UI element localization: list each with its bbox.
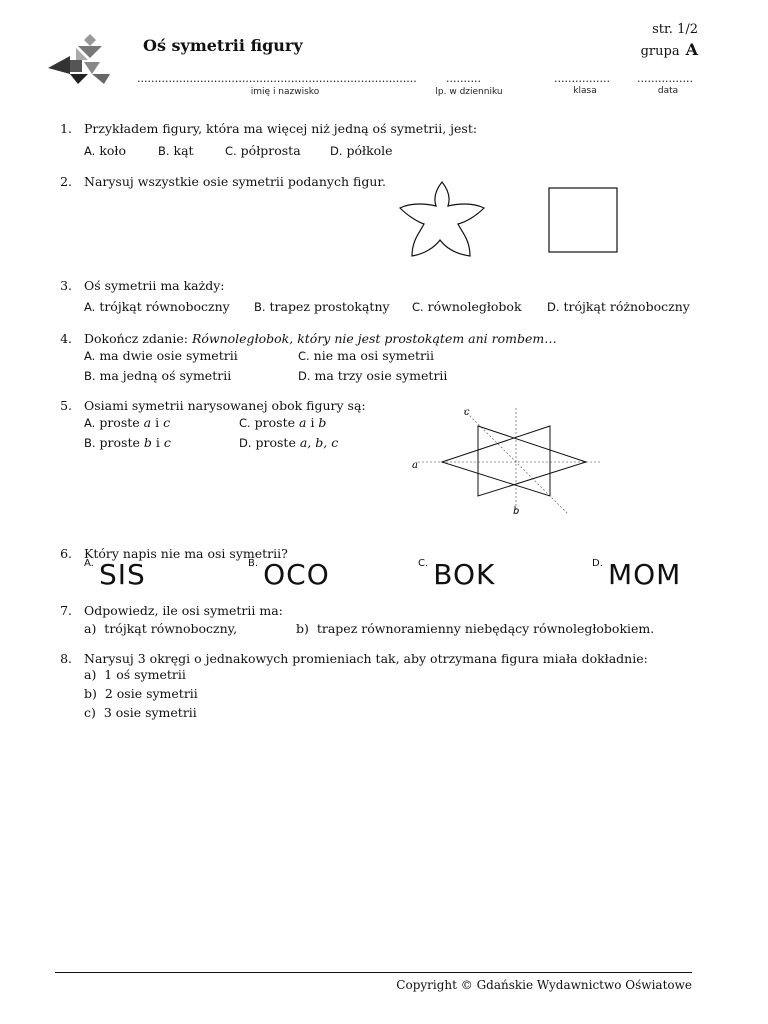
class-label: klasa <box>573 86 597 96</box>
name-field[interactable]: ................................................................................ <box>137 72 417 85</box>
q8-item-c: c) 3 osie symetrii <box>84 705 197 720</box>
line-label-b: b <box>513 506 520 517</box>
question-7-number: 7. <box>60 603 72 618</box>
q5-answer-d[interactable]: D. proste a, b, c <box>239 435 339 450</box>
q4-answer-d[interactable]: D. ma trzy osie symetrii <box>298 368 448 383</box>
question-5-text: Osiami symetrii narysowanej obok figury są: <box>84 398 366 413</box>
page-title: Oś symetrii figury <box>143 36 303 55</box>
q3-answer-c[interactable]: C. równoległobok <box>412 299 522 314</box>
q8-item-a: a) 1 oś symetrii <box>84 667 186 682</box>
page-number: str. 1/2 <box>652 22 698 37</box>
q4-answer-c[interactable]: C. nie ma osi symetrii <box>298 348 435 363</box>
q1-answer-d[interactable]: D. półkole <box>330 143 393 158</box>
question-7-text: Odpowiedz, ile osi symetrii ma: <box>84 603 283 618</box>
question-1-number: 1. <box>60 121 72 136</box>
group-label: grupa <box>640 44 680 59</box>
copyright-text: Copyright © Gdańskie Wydawnictwo Oświatowe <box>396 978 692 992</box>
q6-answer-c[interactable]: $^{C.}$ BOK <box>418 558 496 591</box>
class-field[interactable]: ................ <box>554 72 610 85</box>
group-indicator <box>641 40 698 59</box>
question-4-number: 4. <box>60 331 72 346</box>
q7-item-b: b) trapez równoramienny niebędący równoległobokiem. <box>296 621 655 636</box>
flower-figure[interactable] <box>394 178 490 264</box>
q6-answer-a[interactable]: $^{A.}$ SIS <box>84 558 146 591</box>
symmetry-diagram <box>408 404 604 520</box>
q4-answer-a[interactable]: A. ma dwie osie symetrii <box>84 348 238 363</box>
q5-answer-b[interactable]: B. proste b i c <box>84 435 171 450</box>
q4-answer-b[interactable]: B. ma jedną oś symetrii <box>84 368 232 383</box>
question-2-number: 2. <box>60 174 72 189</box>
question-3-number: 3. <box>60 278 72 293</box>
square-figure[interactable] <box>548 187 620 255</box>
question-1-text: Przykładem figury, która ma więcej niż jedną oś symetrii, jest: <box>84 121 478 136</box>
q6-answer-d[interactable]: $^{D.}$ MOM <box>592 558 682 591</box>
q3-answer-a[interactable]: A. trójkąt równoboczny <box>84 299 230 314</box>
question-6-text: Który napis nie ma osi symetrii? <box>84 546 288 561</box>
line-label-a: a <box>412 460 418 471</box>
question-8-text: Narysuj 3 okręgi o jednakowych promieniach tak, aby otrzymana figura miała dokładnie: <box>84 651 648 666</box>
footer-divider <box>55 972 692 973</box>
q7-item-a: a) trójkąt równoboczny, <box>84 621 238 636</box>
question-6-number: 6. <box>60 546 72 561</box>
group-value: A <box>685 40 698 59</box>
question-3-text: Oś symetrii ma każdy: <box>84 278 225 293</box>
q8-item-b: b) 2 osie symetrii <box>84 686 198 701</box>
q3-answer-d[interactable]: D. trójkąt różnoboczny <box>547 299 690 314</box>
q6-answer-b[interactable]: $^{B.}$ OCO <box>248 558 330 591</box>
question-5-number: 5. <box>60 398 72 413</box>
q1-answer-c[interactable]: C. półprosta <box>225 143 301 158</box>
name-field-label: imię i nazwisko <box>250 87 320 97</box>
date-label: data <box>657 86 679 96</box>
class-number-field[interactable]: .......... <box>446 72 481 85</box>
question-4-text: Dokończ zdanie: Równoległobok, który nie jest prostokątem ani rombem… <box>84 331 557 346</box>
class-number-label: lp. w dzienniku <box>435 87 503 97</box>
tangram-logo-icon <box>48 34 112 86</box>
line-label-c: c <box>464 407 470 418</box>
question-8-number: 8. <box>60 651 72 666</box>
date-field[interactable]: ................ <box>637 72 693 85</box>
q5-answer-a[interactable]: A. proste a i c <box>84 415 171 430</box>
q5-answer-c[interactable]: C. proste a i b <box>239 415 327 430</box>
q1-answer-b[interactable]: B. kąt <box>158 143 194 158</box>
question-2-text: Narysuj wszystkie osie symetrii podanych figur. <box>84 174 386 189</box>
q1-answer-a[interactable]: A. koło <box>84 143 126 158</box>
q3-answer-b[interactable]: B. trapez prostokątny <box>254 299 390 314</box>
